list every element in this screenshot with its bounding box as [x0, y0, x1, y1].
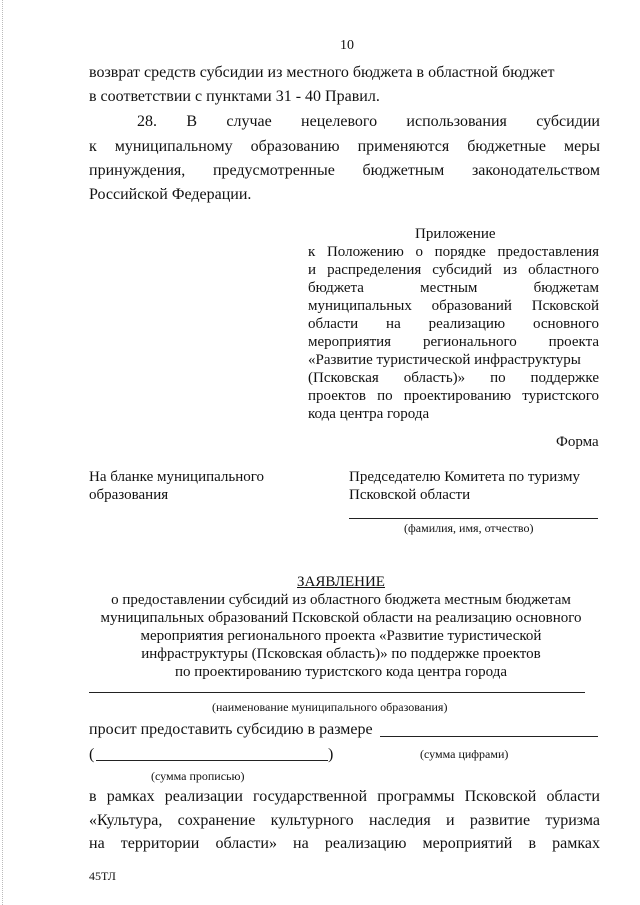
appendix-line-9	[308, 387, 599, 406]
word: в	[528, 835, 537, 852]
word: муниципальных	[308, 298, 412, 314]
appendix-line-3	[308, 279, 599, 298]
addressee-name-caption: (фамилия, имя, отчество)	[404, 521, 534, 535]
letterhead-note-line-1: На бланке муниципального	[89, 469, 265, 485]
word: культурного	[270, 812, 354, 829]
word: порядке	[434, 244, 486, 260]
sum-words-line	[96, 760, 328, 761]
municipality-name-line	[89, 692, 585, 693]
word: образований	[431, 298, 512, 314]
statement-subject-line-4: инфраструктуры (Псковская область)» по поддержке проектов	[141, 646, 541, 662]
paragraph-28-line-1	[137, 112, 600, 132]
word: местным	[420, 280, 478, 296]
statement-subject-line-1: о предоставлении субсидий из областного бюджета местным бюджетам	[111, 592, 571, 608]
word: реализации	[164, 788, 243, 805]
word: государственной	[253, 788, 368, 805]
word: применяются	[357, 138, 450, 155]
word: программы	[377, 788, 455, 805]
word: «Развитие туристической инфраструктуры	[308, 352, 581, 368]
closing-line-3	[89, 834, 600, 854]
word: и	[308, 262, 317, 278]
word: рамках	[106, 788, 155, 805]
letterhead-note-line-2: образования	[89, 487, 169, 503]
word: меры	[564, 138, 600, 155]
paragraph-28-line-2	[89, 137, 600, 157]
addressee-line-1: Председателю Комитета по туризму	[349, 469, 580, 485]
word: основного	[533, 316, 599, 332]
word: образованию	[250, 138, 340, 155]
closing-line-2	[89, 811, 600, 831]
addressee-line-2: Псковской области	[349, 487, 471, 503]
word: предоставления	[497, 244, 599, 260]
word: областного	[528, 262, 599, 278]
word: распределения	[327, 262, 422, 278]
word: бюджетным	[362, 162, 445, 179]
word: развитие	[469, 812, 531, 829]
paragraph-28-line-4: Российской Федерации.	[89, 186, 252, 203]
word: на	[293, 835, 309, 852]
word: область)»	[403, 370, 466, 386]
word: бюджета	[308, 280, 364, 296]
word: туристского	[522, 388, 599, 404]
word: муниципальному	[114, 138, 233, 155]
sum-words-caption: (сумма прописью)	[151, 769, 245, 783]
word: предусмотренные	[212, 162, 335, 179]
word: в	[89, 788, 97, 805]
appendix-line-8	[308, 369, 599, 388]
appendix-line-10	[308, 405, 429, 424]
word: (Псковская	[308, 370, 379, 386]
word: реализацию	[324, 835, 407, 852]
appendix-line-5	[308, 315, 599, 334]
word: рамках	[552, 835, 600, 852]
paren-close: )	[328, 746, 334, 763]
word: туризма	[545, 812, 600, 829]
word: проекта	[548, 334, 599, 350]
word: из	[503, 262, 518, 278]
word: кода центра города	[308, 406, 430, 422]
appendix-line-4	[308, 297, 599, 316]
sum-digits-caption: (сумма цифрами)	[420, 747, 509, 761]
word: территории	[120, 835, 200, 852]
word: субсидии	[536, 113, 600, 130]
word: проектированию	[403, 388, 512, 404]
sum-digits-line	[380, 736, 598, 737]
word: проектов	[308, 388, 366, 404]
word: на	[386, 316, 401, 332]
word: 28.	[137, 113, 157, 130]
word: о	[415, 244, 423, 260]
scan-edge	[2, 0, 4, 905]
appendix-line-6	[308, 333, 599, 352]
word: Положению	[326, 244, 404, 260]
word: нецелевого	[301, 113, 378, 130]
word: использования	[406, 113, 507, 130]
word: Псковской	[464, 788, 537, 805]
appendix-line-1	[308, 243, 599, 262]
closing-line-1	[89, 787, 600, 807]
intro-line-1: возврат средств субсидии из местного бюджета в областной бюджет	[89, 64, 555, 81]
word: субсидий	[432, 262, 493, 278]
word: законодательством	[471, 162, 600, 179]
footer-code: 45ТЛ	[89, 869, 116, 883]
statement-subject-line-2: муниципальных образований Псковской области на реализацию основного	[100, 610, 582, 626]
word: Псковской	[531, 298, 599, 314]
word: случае	[226, 113, 272, 130]
statement-subject-line-3: мероприятия регионального проекта «Развитие туристической	[140, 628, 542, 644]
word: области	[546, 788, 600, 805]
word: бюджетам	[533, 280, 599, 296]
word: к	[308, 244, 316, 260]
request-text: просит предоставить субсидию в размере	[89, 721, 373, 738]
paren-open: (	[89, 746, 95, 763]
addressee-name-line	[349, 518, 598, 519]
word: В	[186, 113, 198, 130]
word: области	[308, 316, 359, 332]
word: регионального	[422, 334, 517, 350]
word: наследия	[369, 812, 431, 829]
word: мероприятия	[308, 334, 392, 350]
intro-line-2: в соответствии с пунктами 31 - 40 Правил.	[89, 88, 380, 105]
appendix-line-2	[308, 261, 599, 280]
word: принуждения,	[89, 162, 186, 179]
word: поддержке	[530, 370, 599, 386]
paragraph-28-line-3	[89, 161, 600, 181]
appendix-line-7	[308, 351, 581, 370]
page-number: 10	[340, 38, 354, 53]
statement-subject-line-5: по проектированию туристского кода центра города	[175, 664, 507, 680]
word: и	[446, 812, 455, 829]
word: на	[89, 835, 105, 852]
word: по	[490, 370, 506, 386]
word: «Культура,	[89, 812, 163, 829]
word: реализацию	[428, 316, 506, 332]
word: мероприятий	[422, 835, 513, 852]
appendix-title: Приложение	[415, 226, 496, 242]
statement-title: ЗАЯВЛЕНИЕ	[297, 574, 385, 590]
word: по	[377, 388, 393, 404]
municipality-name-caption: (наименование муниципального образования)	[212, 700, 448, 714]
word: к	[89, 138, 97, 155]
word: области»	[215, 835, 277, 852]
word: сохранение	[177, 812, 256, 829]
word: бюджетные	[467, 138, 547, 155]
form-label: Форма	[556, 434, 599, 450]
